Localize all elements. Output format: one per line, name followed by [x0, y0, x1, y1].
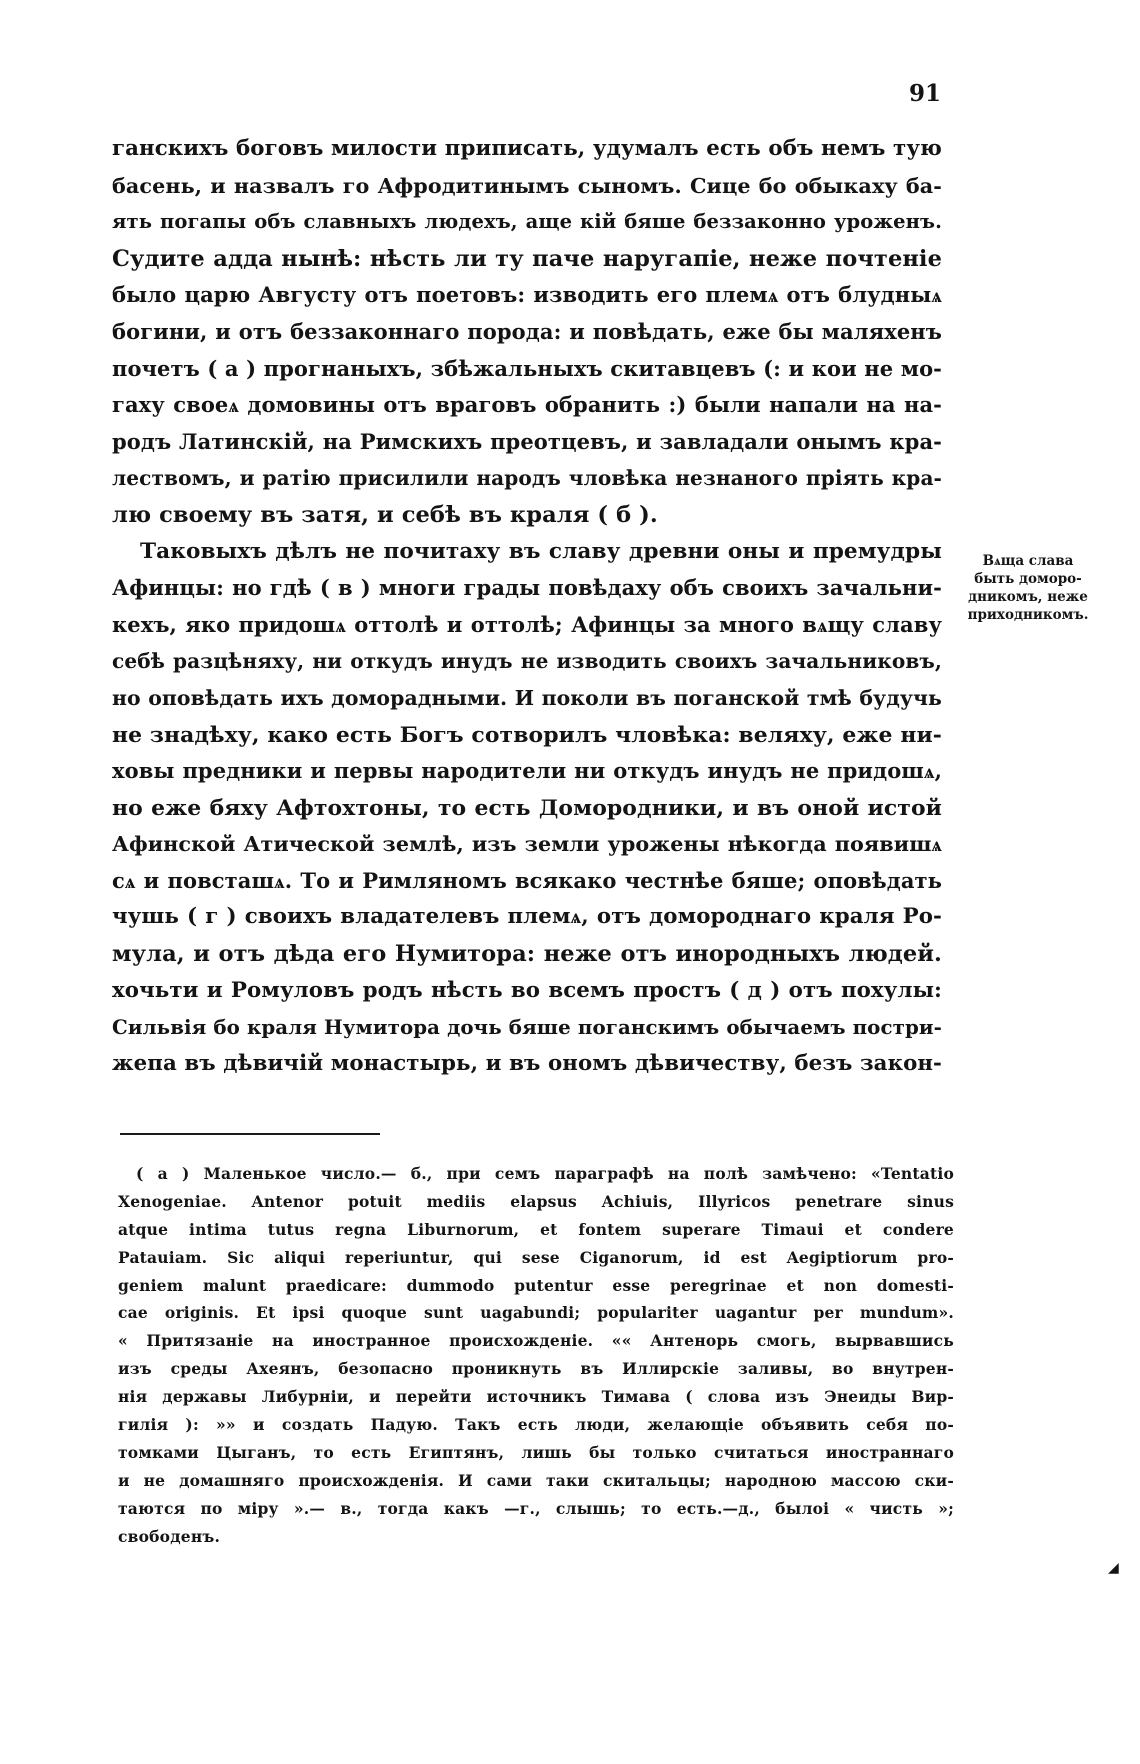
- text-line: кехъ, яко придошѧ оттолѣ и оттолѣ; Афинцы за много вѧщу славу: [112, 611, 942, 637]
- text-line: Афинцы: но гдѣ ( в ) многи грады повѣдаху объ своихъ зачальни-: [112, 575, 942, 601]
- main-text: [112, 131, 942, 1082]
- footnote-line: томками Цыганъ, то есть Египтянъ, лишь бы только считаться иностраннаго: [118, 1442, 954, 1462]
- text-line: себѣ разцѣняху, ни откудъ инудъ не изводить своихъ зачальниковъ,: [112, 649, 942, 674]
- text-line: Таковыхъ дѣлъ не почитаху въ славу древни оны и премудры: [140, 538, 942, 564]
- page-number: 91: [908, 80, 941, 107]
- text-line: лю своему въ затя, и себѣ въ краля ( б ).: [112, 501, 658, 528]
- text-line: Судите адда нынѣ: нѣсть ли ту паче наругапіе, неже почтеніе: [112, 245, 942, 272]
- text-line: не знадѣху, како есть Богъ сотворилъ чловѣка: веляху, еже ни-: [112, 721, 942, 748]
- footnotes: [118, 1160, 954, 1550]
- footnote-line: таются по міру ».— в., тогда какъ —г., слышь; то есть.—д., былоі « чисть »;: [118, 1498, 954, 1518]
- footnote-line: « Притязаніе на иностранное происхожденіе. «« Антенорь смогь, вырвавшись: [118, 1331, 954, 1351]
- margin-note-line: Вѧща слава: [982, 553, 1074, 569]
- footnote-separator-rule: [120, 1133, 380, 1135]
- text-line: жепа въ дѣвичій монастырь, и въ ономъ дѣвичеству, безъ закон-: [112, 1050, 942, 1076]
- margin-note-line: быть доморо-: [974, 571, 1082, 587]
- footnote-line: geniem malunt praedicare: dummodo putentur esse peregrinae et non domesti-: [118, 1275, 954, 1295]
- text-line: родъ Латинскій, на Римскихъ преотцевъ, и завладали онымъ кра-: [112, 428, 942, 454]
- footnote-line: cae originis. Et ipsi quoque sunt uagabundi; populariter uagantur per mundum».: [118, 1303, 954, 1323]
- text-line: ганскихъ боговъ милости приписать, удумалъ есть объ немъ тую: [112, 136, 942, 161]
- margin-note-line: приходникомъ.: [967, 607, 1089, 623]
- footnote-line: Patauiam. Sic aliqui reperiuntur, qui sese Ciganorum, id est Aegiptiorum pro-: [118, 1247, 954, 1267]
- margin-note: [960, 552, 1096, 624]
- footnote-line: свободенъ.: [118, 1526, 221, 1546]
- footnote-line: изъ среды Ахеянъ, безопасно проникнуть въ Иллирскіе заливы, во внутрен-: [118, 1359, 954, 1379]
- text-line: богини, и отъ беззаконнаго порода: и повѣдать, еже бы маляхенъ: [112, 318, 942, 344]
- text-line: но оповѣдать ихъ доморадными. И поколи въ поганской тмѣ будучь: [112, 685, 942, 710]
- text-line: было царю Августу отъ поетовъ: изводить его племѧ отъ блудныѧ: [112, 282, 942, 308]
- footnote-line: Xenogeniae. Antenor potuit mediis elapsus Achiuis, Illyricos penetrare sinus: [118, 1191, 954, 1211]
- text-line: почетъ ( а ) прогнаныхъ, збѣжальныхъ скитавцевъ (: и кои не мо-: [112, 355, 942, 381]
- text-line: но еже бяху Афтохтоны, то есть Домородники, и въ оной истой: [112, 794, 942, 821]
- scan-corner-mark-icon: ◢: [1108, 1560, 1119, 1576]
- text-line: басень, и назвалъ го Афродитинымъ сыномъ. Сице бо обыкаху ба-: [112, 173, 942, 198]
- text-line: хочьти и Ромуловъ родъ нѣсть во всемъ простъ ( д ) отъ похулы:: [112, 977, 942, 1003]
- text-line: Афинской Атической землѣ, изъ земли урожены нѣкогда появишѧ: [112, 832, 942, 857]
- footnote-line: гилія ): »» и создать Падую. Такъ есть люди, желающіе объявить себя по-: [118, 1415, 954, 1435]
- paragraph-2: [112, 534, 942, 1083]
- text-line: сѧ и повсташѧ. То и Римляномъ всякако честнѣе бяше; оповѣдать: [112, 867, 942, 893]
- paragraph-1: [112, 131, 942, 534]
- footnote-line: нія державы Либурніи, и перейти источникъ Тимава ( слова изъ Энеиды Вир-: [118, 1387, 954, 1407]
- footnote-line: ( а ) Маленькое число.— б., при семъ параграфѣ на полѣ замѣчено: «Tentatio: [136, 1164, 954, 1183]
- text-line: гаху своеѧ домовины отъ враговъ обранить :) были напали на на-: [112, 392, 942, 418]
- text-line: ховы предники и первы народители ни откудъ инудъ не придошѧ,: [112, 758, 942, 784]
- text-line: Сильвія бо краля Нумитора дочь бяше поганскимъ обычаемъ постри-: [112, 1015, 942, 1040]
- text-line: лествомъ, и ратію присилили народъ чловѣка незнаного пріять кра-: [112, 466, 942, 491]
- footnote-line: и не домашняго происхожденія. И сами таки скитальцы; народною массою ски-: [118, 1470, 954, 1490]
- text-line: ять погапы объ славныхъ людехъ, аще кій бяше беззаконно уроженъ.: [112, 210, 942, 234]
- footnote-line: atque intima tutus regna Liburnorum, et fontem superare Timaui et condere: [118, 1219, 954, 1239]
- text-line: чушь ( г ) своихъ владателевъ племѧ, отъ домороднаго краля Ро-: [112, 904, 942, 930]
- margin-note-line: дникомъ, неже: [968, 589, 1088, 605]
- text-line: мула, и отъ дѣда его Нумитора: неже отъ инородныхъ людей.: [112, 941, 942, 968]
